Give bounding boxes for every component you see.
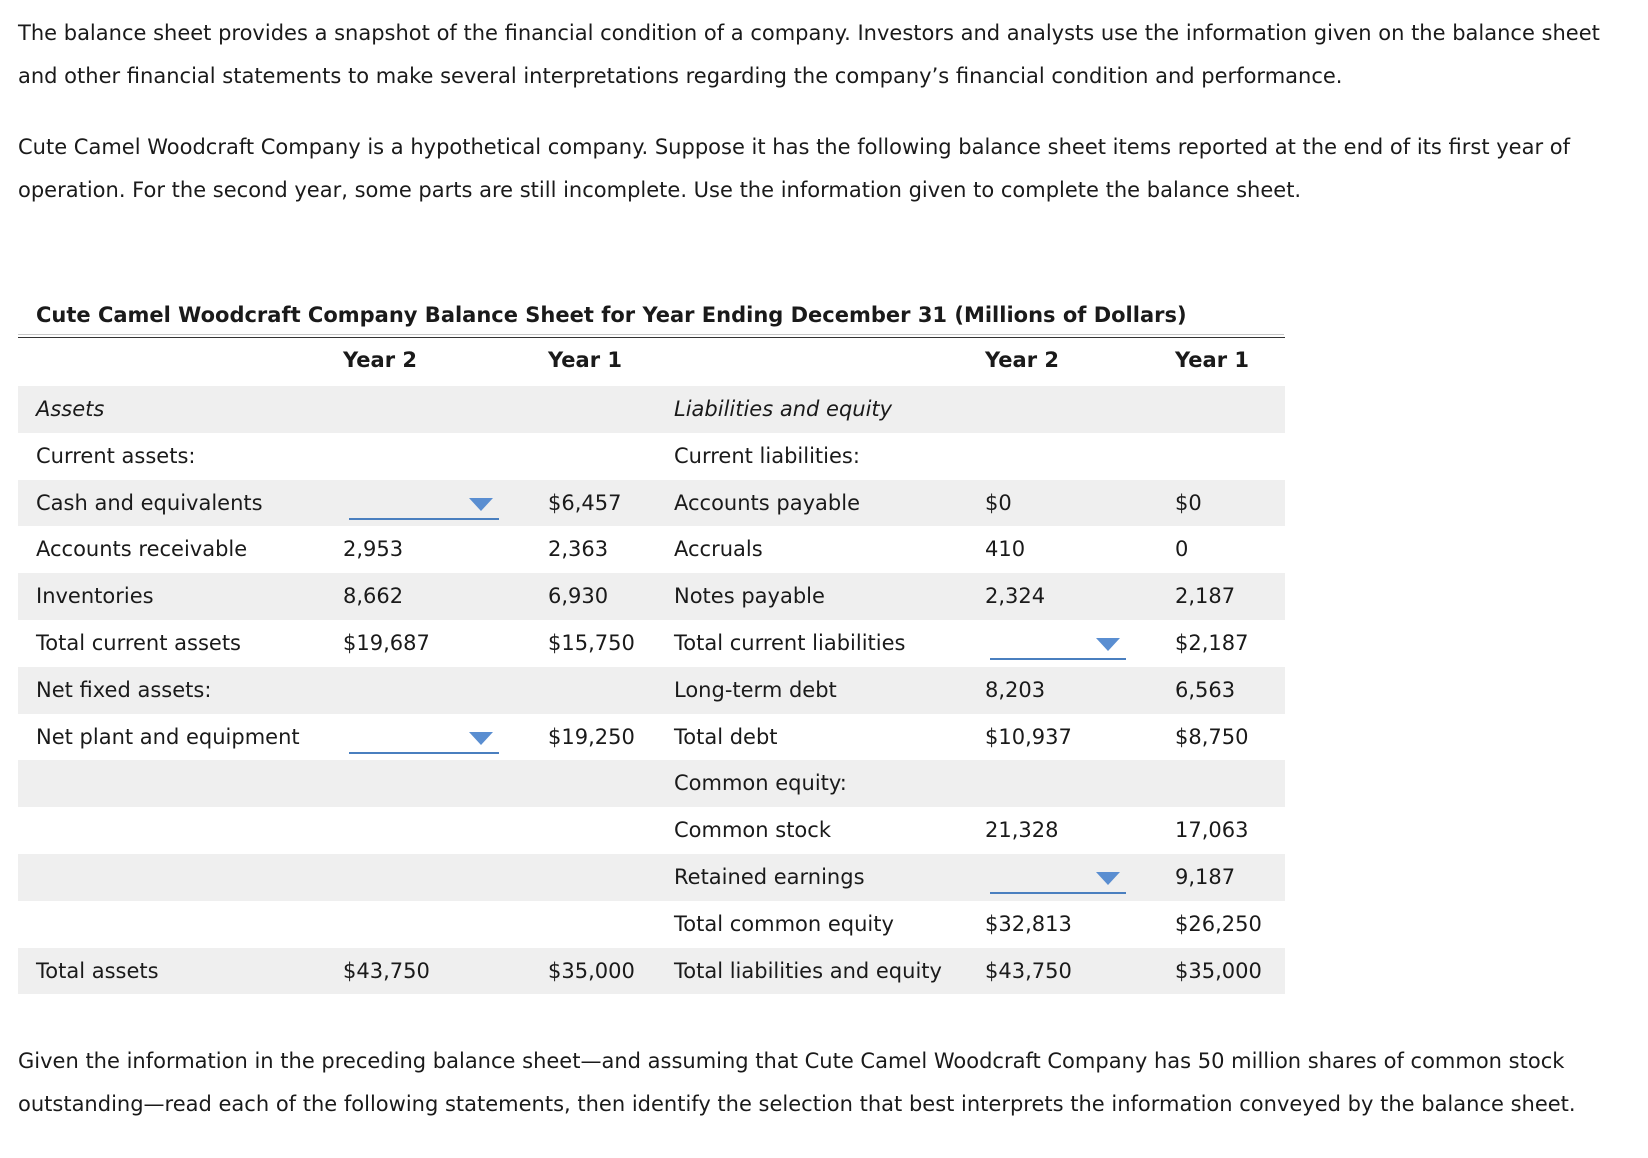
asset-year1-value: $6,457: [548, 490, 622, 515]
total-current-liabilities-year2-dropdown[interactable]: [990, 630, 1126, 660]
asset-year2-value: 8,662: [343, 584, 404, 609]
caret-down-icon: [469, 732, 493, 745]
liability-year2-value: 2,324: [985, 584, 1046, 609]
balance-sheet-rows: [18, 386, 1285, 994]
asset-label: Inventories: [36, 584, 154, 609]
intro-1-line-1: The balance sheet provides a snapshot of the financial condition of a company. Investors and analysts use the information given on the balance sheet: [18, 21, 1600, 45]
liability-year1-value: $26,250: [1175, 911, 1262, 936]
liability-year1-value: $35,000: [1175, 958, 1262, 983]
table-row: [18, 573, 1285, 620]
liability-year2-value: $43,750: [985, 958, 1072, 983]
table-row: [18, 526, 1285, 573]
table-row: [18, 948, 1285, 995]
table-row: [18, 480, 1285, 527]
cash-and-equivalents-year2-dropdown[interactable]: [349, 490, 499, 520]
liability-label: Accounts payable: [674, 490, 860, 515]
liability-label: Total current liabilities: [674, 630, 906, 655]
liability-label: Common equity:: [674, 771, 847, 796]
retained-earnings-year2-dropdown[interactable]: [990, 864, 1126, 894]
intro-1-line-2: and other financial statements to make several interpretations regarding the company’s financial condition and performance.: [18, 64, 1343, 88]
asset-label: Assets: [36, 397, 105, 421]
liability-label: Common stock: [674, 818, 831, 843]
asset-label: Total current assets: [36, 630, 241, 655]
liability-label: Total liabilities and equity: [674, 958, 942, 983]
liability-label: Total common equity: [674, 911, 894, 936]
table-row: [18, 620, 1285, 667]
balance-sheet-table: [18, 300, 1285, 994]
liability-label: Notes payable: [674, 584, 825, 609]
liability-label: Retained earnings: [674, 864, 865, 889]
asset-year2-value: 2,953: [343, 537, 404, 562]
liability-year2-value: 8,203: [985, 677, 1046, 702]
column-header-row: [18, 338, 1285, 386]
liability-label: Accruals: [674, 537, 763, 562]
table-row: [18, 386, 1285, 433]
asset-year1-value: $19,250: [548, 724, 635, 749]
asset-label: Cash and equivalents: [36, 490, 263, 515]
table-row: [18, 807, 1285, 854]
liability-year1-value: 17,063: [1175, 818, 1249, 843]
liability-year2-value: $10,937: [985, 724, 1072, 749]
asset-year1-value: $15,750: [548, 630, 635, 655]
liability-year1-value: $8,750: [1175, 724, 1249, 749]
table-row: [18, 433, 1285, 480]
asset-label: Current assets:: [36, 443, 196, 468]
caret-down-icon: [1096, 638, 1120, 651]
liability-label: Current liabilities:: [674, 443, 860, 468]
table-row: [18, 714, 1285, 761]
table-row: [18, 901, 1285, 948]
table-row: [18, 854, 1285, 901]
intro-2-line-1: Cute Camel Woodcraft Company is a hypothetical company. Suppose it has the following balance sheet items reported at the end of its first year of: [18, 135, 1571, 159]
header-year1-assets: Year 1: [548, 348, 622, 372]
liability-label: Liabilities and equity: [674, 397, 893, 421]
liability-year1-value: 0: [1175, 537, 1189, 562]
asset-year1-value: 6,930: [548, 584, 609, 609]
liability-year1-value: 9,187: [1175, 864, 1236, 889]
asset-year1-value: 2,363: [548, 537, 609, 562]
liability-year2-value: $0: [985, 490, 1012, 515]
table-row: [18, 667, 1285, 714]
balance-sheet-title: Cute Camel Woodcraft Company Balance Sheet for Year Ending December 31 (Millions of Dollars): [18, 300, 1284, 335]
liability-year1-value: 6,563: [1175, 677, 1236, 702]
caret-down-icon: [1096, 872, 1120, 885]
outro-line-2: outstanding—read each of the following statements, then identify the selection that best interprets the information conveyed by the balance sheet.: [18, 1092, 1576, 1116]
caret-down-icon: [469, 498, 493, 511]
header-year2-assets: Year 2: [343, 348, 417, 372]
outro-paragraph: [18, 1040, 1648, 1126]
liability-label: Long-term debt: [674, 677, 837, 702]
liability-year2-value: 21,328: [985, 818, 1059, 843]
intro-paragraph-1: [18, 12, 1648, 98]
net-plant-and-equipment-year2-dropdown[interactable]: [349, 724, 499, 754]
table-row: [18, 760, 1285, 807]
header-year2-liabilities: Year 2: [985, 348, 1059, 372]
asset-label: Net fixed assets:: [36, 677, 212, 702]
liability-year1-value: $0: [1175, 490, 1202, 515]
intro-paragraph-2: [18, 126, 1648, 212]
liability-year1-value: $2,187: [1175, 630, 1249, 655]
liability-year1-value: 2,187: [1175, 584, 1236, 609]
intro-2-line-2: operation. For the second year, some parts are still incomplete. Use the information given to complete the balance sheet.: [18, 178, 1302, 202]
asset-year2-value: $43,750: [343, 958, 430, 983]
liability-label: Total debt: [674, 724, 778, 749]
liability-year2-value: 410: [985, 537, 1026, 562]
liability-year2-value: $32,813: [985, 911, 1072, 936]
outro-line-1: Given the information in the preceding balance sheet—and assuming that Cute Camel Woodcraft Company has 50 million shares of common stock: [18, 1049, 1565, 1073]
asset-year2-value: $19,687: [343, 630, 430, 655]
asset-year1-value: $35,000: [548, 958, 635, 983]
header-year1-liabilities: Year 1: [1175, 348, 1249, 372]
asset-label: Net plant and equipment: [36, 724, 300, 749]
asset-label: Accounts receivable: [36, 537, 248, 562]
asset-label: Total assets: [36, 958, 159, 983]
